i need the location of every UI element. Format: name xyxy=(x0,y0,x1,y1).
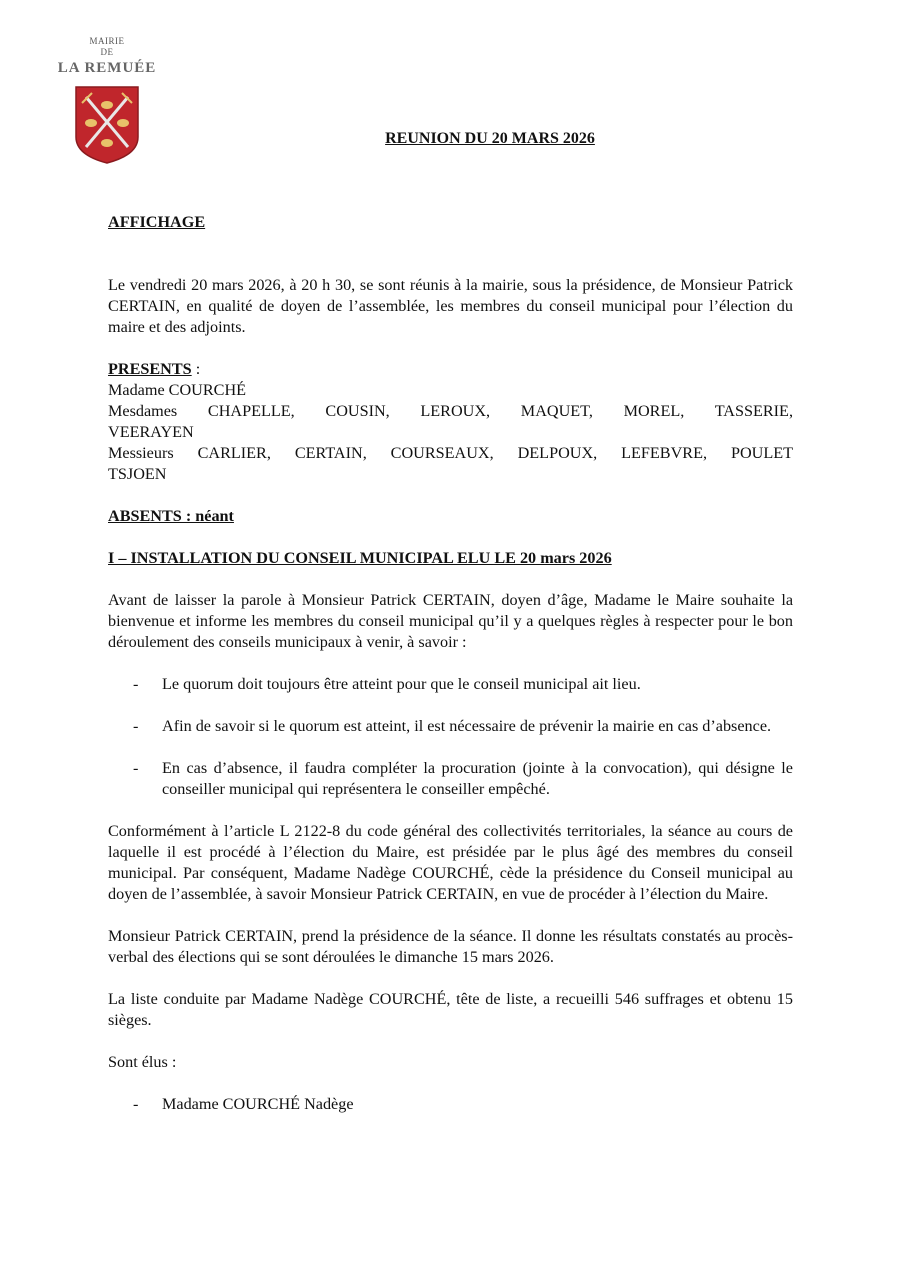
mairie-line2: DE xyxy=(100,47,114,57)
rules-list xyxy=(108,674,793,800)
list-item: - Le quorum doit toujours être atteint pour que le conseil municipal ait lieu. xyxy=(108,674,793,695)
presents-line xyxy=(108,359,793,380)
coat-of-arms-icon xyxy=(74,85,140,165)
elus-label: Sont élus : xyxy=(108,1053,177,1071)
document-body xyxy=(108,212,793,1115)
article-paragraph: Conformément à l’article L 2122-8 du code général des collectivités territoriales, la séance au cours de laquelle il est procédé à l’élection du Maire, est présidée par le plus âgé des membres du conseil municipal. Par conséquent, Madame Nadège COURCHÉ, cède la présidence du Conseil municipal au doyen de l’assemblée, à savoir Monsieur Patrick CERTAIN, en vue de procéder à l’élection du Maire. xyxy=(108,822,793,903)
presidence-paragraph: Monsieur Patrick CERTAIN, prend la présidence de la séance. Il donne les résultats constatés au procès-verbal des élections qui se sont déroulées le dimanche 15 mars 2026. xyxy=(108,927,793,966)
presents-mesdames: Mesdames CHAPELLE, COUSIN, LEROUX, MAQUET, MOREL, TASSERIE, xyxy=(108,402,793,420)
list-item: - Madame COURCHÉ Nadège xyxy=(108,1094,793,1115)
list-item: - En cas d’absence, il faudra compléter la procuration (jointe à la convocation), qui désigne le conseiller municipal qui représentera le conseiller empêché. xyxy=(108,758,793,800)
installation-heading: I – INSTALLATION DU CONSEIL MUNICIPAL ELU LE 20 mars 2026 xyxy=(108,549,612,567)
absents-heading: ABSENTS : néant xyxy=(108,507,234,525)
elus-list xyxy=(108,1094,793,1115)
presents-mesdames-cont: VEERAYEN xyxy=(108,423,194,441)
affichage-heading: AFFICHAGE xyxy=(108,213,206,231)
presents-colon: : xyxy=(191,360,201,378)
page-title: REUNION DU 20 MARS 2026 xyxy=(385,130,595,147)
presents-madame: Madame COURCHÉ xyxy=(108,381,247,399)
presents-messieurs: Messieurs CARLIER, CERTAIN, COURSEAUX, DELPOUX, LEFEBVRE, POULET xyxy=(108,444,793,462)
mairie-line1: MAIRIE xyxy=(89,36,125,46)
presents-messieurs-cont: TSJOEN xyxy=(108,465,167,483)
presents-label: PRESENTS xyxy=(108,360,192,378)
town-name: LA REMUÉE xyxy=(57,60,157,76)
intro-paragraph: Le vendredi 20 mars 2026, à 20 h 30, se sont réunis à la mairie, sous la présidence, de Monsieur Patrick CERTAIN, en qualité de doyen de l’assemblée, les membres du conseil municipal pour l’élection du maire et des adjoints. xyxy=(108,276,793,336)
list-item: - Afin de savoir si le quorum est atteint, il est nécessaire de prévenir la mairie en cas d’absence. xyxy=(108,716,793,737)
liste-paragraph: La liste conduite par Madame Nadège COURCHÉ, tête de liste, a recueilli 546 suffrages et obtenu 15 sièges. xyxy=(108,990,793,1029)
installation-intro: Avant de laisser la parole à Monsieur Patrick CERTAIN, doyen d’âge, Madame le Maire souhaite la bienvenue et informe les membres du conseil municipal qu’il y a quelques règles à respecter pour le bon déroulement des conseils municipaux à venir, à savoir : xyxy=(108,591,793,651)
